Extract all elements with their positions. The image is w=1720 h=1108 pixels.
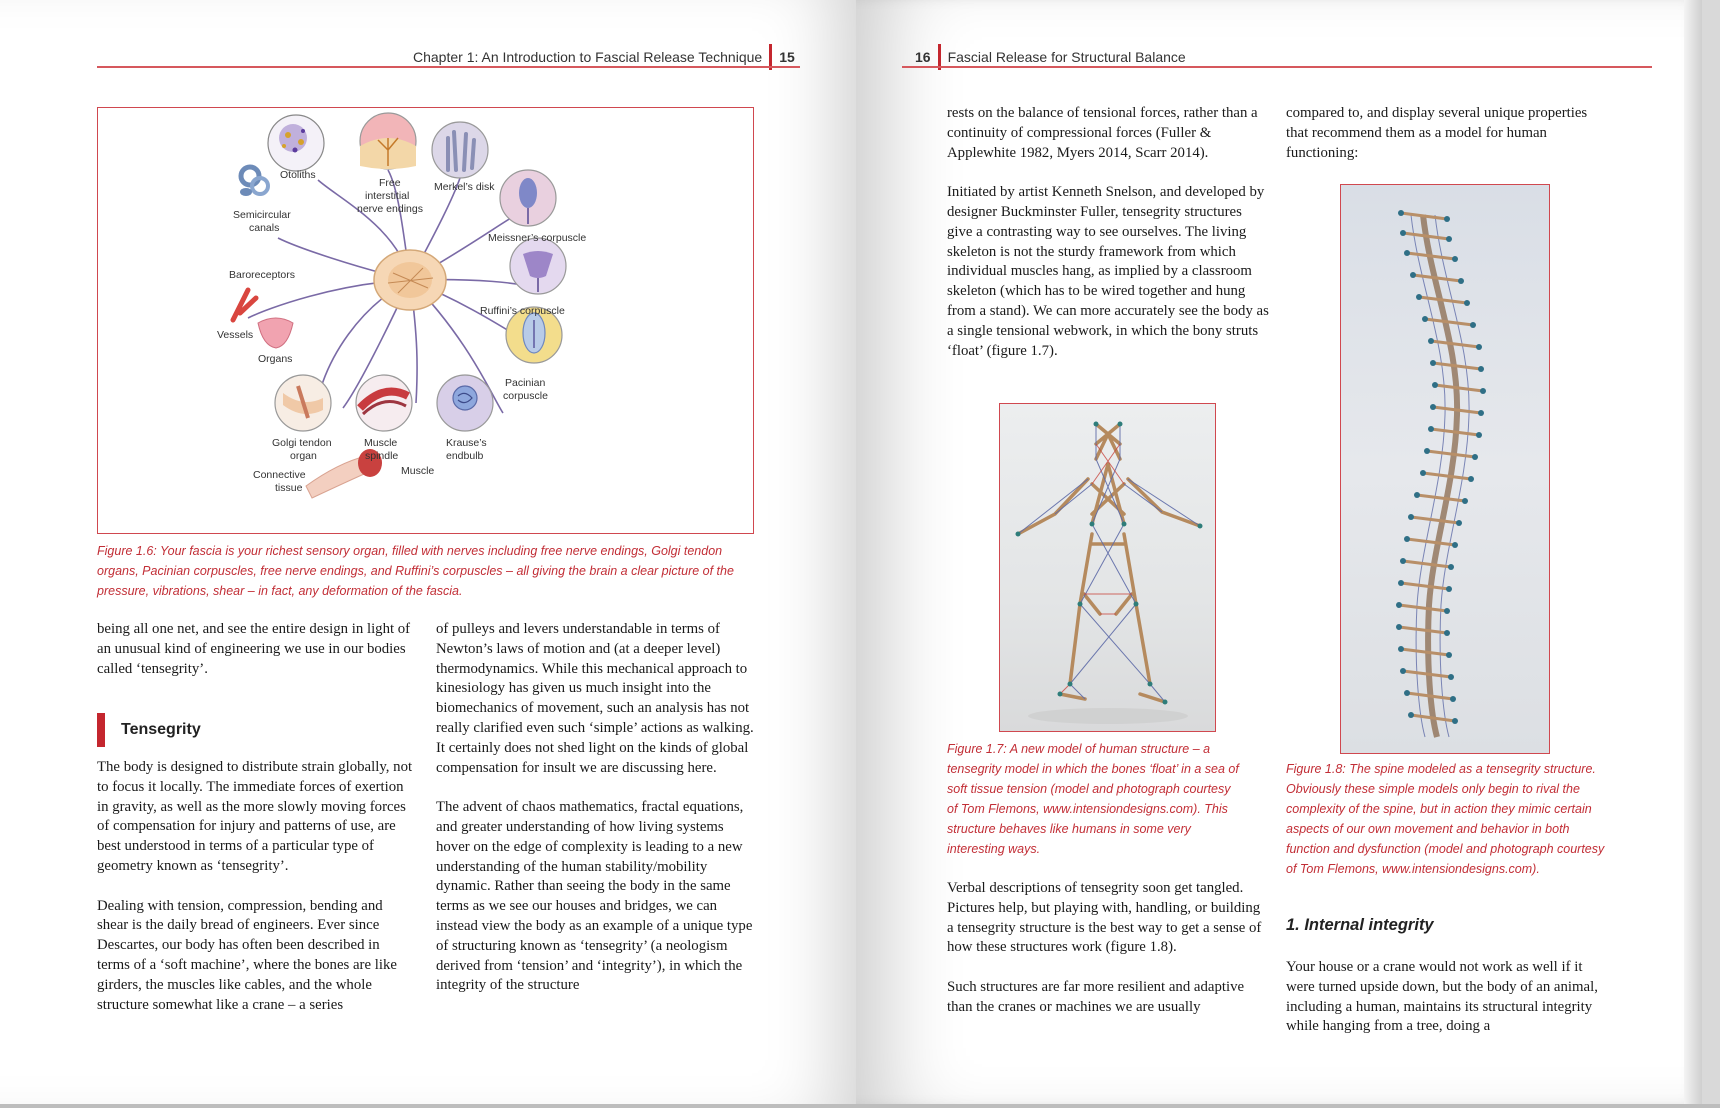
right-column-2-top xyxy=(1286,104,1608,183)
figure-1-8-caption: Figure 1.8: The spine modeled as a tensegrity structure. Obviously these simple models only begin to rival the complexity of the spine, but in action they mimic certain aspects of our own movement and behavior in both function and dysfunction (model and photograph courtesy of Tom Flemons, www.intensiondesigns.com). xyxy=(1286,762,1605,876)
label-spindle-1: Muscle xyxy=(364,437,398,449)
left-header-rule xyxy=(97,66,800,68)
label-semicircular-1: Semicircular xyxy=(233,209,291,221)
left-col1-p2: Dealing with tension, compression, bending and shear is the daily bread of engineers. Ever since Descartes, our body has often been described in terms of a ‘soft machine’, where the bones are like girders, the muscles like cables, and the whole structure somewhat like a crane – a series xyxy=(97,897,397,1013)
label-connective-2: tissue xyxy=(275,482,303,494)
tensegrity-heading-text: Tensegrity xyxy=(121,721,201,738)
label-free-3: nerve endings xyxy=(357,203,423,215)
internal-integrity-heading: 1. Internal integrity xyxy=(1286,916,1434,934)
left-running-head-title: Chapter 1: An Introduction to Fascial Release Technique xyxy=(413,49,763,65)
right-page xyxy=(856,0,1702,1104)
right-col2-p2: Your house or a crane would not work as well if it were turned upside down, but the body of an animal, including a human, maintains its structural integrity while hanging from a tree, doing a xyxy=(1286,959,1598,1035)
central-nerve-hub xyxy=(374,250,446,310)
label-krause-1: Krause’s xyxy=(446,437,487,449)
right-col1-p3: Verbal descriptions of tensegrity soon get tangled. Pictures help, but playing with, handling, or building a tensegrity structure is the best way to get a sense of how these structures work (figure 1.8). xyxy=(947,880,1262,956)
label-muscle: Muscle xyxy=(401,465,435,477)
right-column-2-bottom xyxy=(1286,958,1608,1057)
label-golgi-1: Golgi tendon xyxy=(272,437,332,449)
left-col2-p1: of pulleys and levers understandable in terms of Newton’s laws of motion and (at a deeper level) thermodynamics. While this mechanical approach to kinesiology has given us much insight into the biomechanics of movement, such an analysis has not really clarified even such ‘simple’ actions as walking. It certainly does not shed light on the kinds of global compensation for insult we are discussing here. xyxy=(436,621,754,776)
organs-icon xyxy=(258,318,293,348)
book-bottom-edge xyxy=(0,1104,1720,1108)
left-column-1 xyxy=(97,620,415,699)
sensory-organ-diagram xyxy=(98,108,755,535)
right-running-head-title: Fascial Release for Structural Balance xyxy=(947,49,1186,65)
label-free-2: interstitial xyxy=(365,190,410,202)
label-pacinian-2: corpuscle xyxy=(503,390,548,402)
right-col1-p2: Initiated by artist Kenneth Snelson, and developed by designer Buckminster Fuller, tensegrity structures give a contrasting way to see ourselves. The living skeleton is not the sturdy framework from which individual muscles hang, as implied by a classroom skeleton (which has to be wired together and hung from a stand). We can more accurately see the body as a single tensional webwork, in which the bony struts ‘float’ (figure 1.7). xyxy=(947,184,1269,359)
merkels-disk-icon xyxy=(432,122,488,178)
left-col1-top: being all one net, and see the entire design in light of an unusual kind of engineering we use in our bodies called ‘tensegrity’. xyxy=(97,621,411,677)
label-krause-2: endbulb xyxy=(446,450,484,462)
right-col1-p1: rests on the balance of tensional forces, rather than a continuity of compressional forces (Fuller & Applewhite 1982, Myers 2014, Scarr 2014). xyxy=(947,105,1258,161)
label-meissner: Meissner’s corpuscle xyxy=(488,232,587,244)
right-column-1-top xyxy=(947,104,1269,381)
figure-1-7-photo xyxy=(999,403,1216,732)
left-col2-p2: The advent of chaos mathematics, fractal equations, and greater understanding of how living systems hover on the edge of complexity is leading to a new understanding of the human stability/mobility dynamic. Rather than seeing the body in the same terms as we see our houses and bridges, we can instead view the body as an example of a unique type of structuring known as ‘tensegrity’ (a neologism derived from ‘tension’ and ‘integrity’), in which the integrity of the structure xyxy=(436,799,753,994)
label-semicircular-2: canals xyxy=(249,222,280,234)
figure-1-8-photo xyxy=(1340,184,1550,754)
golgi-tendon-organ-icon xyxy=(275,375,331,431)
right-header-rule xyxy=(902,66,1652,68)
label-vessels: Vessels xyxy=(217,329,254,341)
label-ruffini: Ruffini’s corpuscle xyxy=(480,305,565,317)
right-page-number: 16 xyxy=(915,49,931,65)
label-free-1: Free xyxy=(379,177,401,189)
otoliths-receptor-icon xyxy=(268,115,324,171)
semicircular-canals-icon xyxy=(240,167,268,196)
left-column-2 xyxy=(436,620,758,1016)
ruffinis-corpuscle-icon xyxy=(510,238,566,294)
label-baroreceptors: Baroreceptors xyxy=(229,269,295,281)
label-golgi-2: organ xyxy=(290,450,317,462)
left-column-1-body xyxy=(97,758,415,1035)
right-col2-p1: compared to, and display several unique properties that recommend them as a model for human functioning: xyxy=(1286,105,1588,161)
left-col1-p1: The body is designed to distribute strain globally, not to focus it locally. The immediate forces of exertion in gravity, as well as the more slowly moving forces of compensation for injury and patterns of use, are best understood in terms of a particular type of geometry known as ‘tensegrity’. xyxy=(97,759,413,874)
tensegrity-heading xyxy=(97,713,201,747)
tensegrity-human-model-image xyxy=(1000,404,1216,732)
left-page-number: 15 xyxy=(779,49,795,65)
meissners-corpuscle-icon xyxy=(500,170,556,226)
label-otoliths: Otoliths xyxy=(280,169,316,181)
tensegrity-spine-model-image xyxy=(1341,185,1550,754)
muscle-spindle-icon xyxy=(356,375,412,431)
figure-1-7-caption: Figure 1.7: A new model of human structure – a tensegrity model in which the bones ‘float’ in a sea of soft tissue tension (model and photograph courtesy of Tom Flemons, www.intensiondesigns.com). This structure behaves like humans in some very interesting ways. xyxy=(947,742,1239,856)
krauses-endbulb-icon xyxy=(437,375,493,431)
label-spindle-2: spindle xyxy=(365,450,399,462)
free-nerve-endings-icon xyxy=(360,113,416,169)
left-page xyxy=(0,0,856,1104)
label-merkel: Merkel’s disk xyxy=(434,181,495,193)
right-col1-p4: Such structures are far more resilient and adaptive than the cranes or machines we are usually xyxy=(947,978,1245,1015)
figure-1-6-caption: Figure 1.6: Your fascia is your richest sensory organ, filled with nerves including free nerve endings, Golgi tendon organs, Pacinian corpuscles, free nerve endings, and Ruffini’s corpuscles – all giving the brain a clear picture of the pressure, vibrations, shear – in fact, any deformation of the fascia. xyxy=(97,544,734,598)
label-connective-1: Connective xyxy=(253,469,306,481)
label-organs: Organs xyxy=(258,353,293,365)
figure-1-6 xyxy=(97,107,754,534)
page-edge xyxy=(1684,0,1702,1104)
right-column-1-bottom xyxy=(947,879,1269,1037)
label-pacinian-1: Pacinian xyxy=(505,377,546,389)
heading-bar xyxy=(97,713,105,747)
